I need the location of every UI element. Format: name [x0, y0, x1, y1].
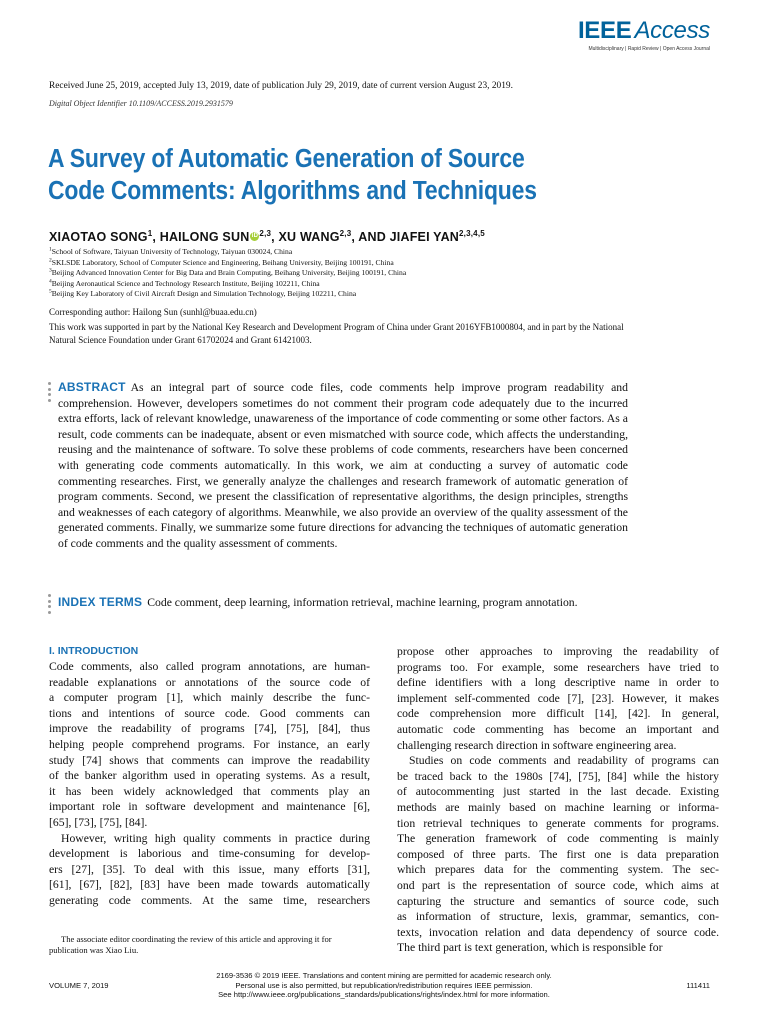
paper-title: [48, 143, 624, 207]
text-line: implement self-commented code [7], [23]. However, it makes: [397, 691, 719, 705]
text-line: define identifiers with a long descriptive name in order to: [397, 676, 719, 690]
text-line: [61], [67], [82], [83] have been made towards automatically: [49, 878, 370, 892]
text-line: of the banker algorithm used in operating systems. As a result,: [49, 769, 370, 783]
affiliation-num: 3: [49, 267, 52, 274]
author-name: HAILONG SUN: [159, 230, 250, 244]
page-number: 111411: [686, 981, 710, 990]
affiliation-num: 5: [49, 288, 52, 295]
text-line: it has been widely acknowledged that comments play an: [49, 784, 370, 798]
text-line: propose other approaches to improving the readability of: [397, 645, 719, 658]
text-line: Studies on code comments and readability of programs can: [409, 754, 719, 768]
text-line: important role in software development and maintenance [6],: [49, 800, 370, 814]
corresponding-author: Corresponding author: Hailong Sun (sunhl@buaa.edu.cn): [49, 307, 257, 317]
text-line: readable explanations or annotations of the source code of: [49, 675, 370, 689]
text-line: capturing the structure and semantics of source code, such: [397, 894, 719, 908]
affiliation-num: 2: [49, 257, 52, 264]
logo-access: Access: [634, 17, 710, 44]
affiliation-text: Beijing Key Laboratory of Civil Aircraft Design and Simulation Technology, Beijing 102211, China: [51, 289, 357, 299]
text-line: ond part is the representation of source code, which aims at: [397, 878, 719, 892]
text-line: ers [27], [35]. To deal with this issue, many efforts [31],: [49, 862, 370, 876]
text-line: texts, invocation relation and data dependency of source code.: [397, 925, 719, 939]
text-line: Code comments, also called program annotations, are human-: [49, 660, 370, 673]
text-line: methods are mainly based on machine learning or informa-: [397, 800, 719, 814]
section-heading: I. INTRODUCTION: [49, 645, 139, 657]
license-line: See http://www.ieee.org/publications_standards/publications/rights/index.html for more information.: [218, 990, 550, 1000]
orcid-icon[interactable]: iD: [251, 233, 259, 239]
text-line: be traced back to the 1980s [74], [75], [84] while the history: [397, 769, 719, 783]
index-terms: [58, 594, 658, 611]
affiliation-text: School of Software, Taiyuan University of Technology, Taiyuan 030024, China: [51, 247, 293, 256]
affiliation-num: 1: [49, 246, 52, 253]
abstract-dots-icon: [48, 382, 52, 404]
affiliation: [49, 247, 406, 258]
text-line: which prepares data for the commenting system. The sec-: [397, 863, 719, 877]
affiliations: [49, 247, 406, 300]
text-line: automatic code commenting has become an important and: [397, 722, 719, 736]
text-line: The generation framework of code commenting is mainly: [397, 832, 719, 846]
text-line: The third part is text generation, which is responsible for: [397, 941, 663, 955]
abstract: [58, 380, 628, 552]
text-line: improve the readability of programs [74], [75], [84], thus: [49, 722, 370, 736]
body-column-right: [397, 644, 719, 956]
abstract-label: ABSTRACT: [58, 380, 126, 394]
license-line: Personal use is also permitted, but republication/redistribution requires IEEE permission.: [235, 980, 533, 990]
logo-tagline: Multidisciplinary | Rapid Review | Open Access Journal: [588, 46, 710, 52]
title-line: Code Comments: Algorithms and Techniques: [48, 177, 537, 205]
text-line: generating code comments. At the same time, researchers: [49, 893, 370, 907]
volume-label: VOLUME 7, 2019: [49, 981, 109, 990]
author-affil-sup: 2,3,4,5: [459, 228, 485, 238]
affiliation: [49, 258, 406, 269]
text-line: tions and intentions of source code. Good comments can: [49, 706, 370, 720]
license-line: 2169-3536 © 2019 IEEE. Translations and content mining are permitted for academic research only.: [216, 971, 552, 980]
author-name: XU WANG: [278, 230, 340, 244]
journal-logo: [578, 18, 710, 53]
text-line: a computer program [1], which mainly describe the func-: [49, 691, 370, 705]
index-terms-label: INDEX TERMS: [58, 595, 143, 609]
text-line: helping people comprehend programs. For instance, an early: [49, 737, 370, 751]
body-column-left: [49, 659, 370, 909]
editor-footnote: [49, 934, 370, 956]
affiliation-text: SKLSDE Laboratory, School of Computer Science and Engineering, Beihang University, Beijing 100191, China: [51, 257, 394, 267]
affiliation: [49, 289, 406, 300]
author-and: AND: [358, 230, 386, 244]
text-line: tion retrieval techniques to generate comments for programs.: [397, 816, 719, 830]
text-line: code comprehension more difficult [14], [42]. In general,: [397, 707, 719, 721]
text-line: as information of structure, lexis, grammar, semantics, con-: [397, 910, 719, 924]
text-line: study [74] shows that comments can improve the readability: [49, 753, 370, 767]
text-line: programs too. For example, some researchers have tried to: [397, 660, 719, 674]
text-line: However, writing high quality comments in practice during: [61, 831, 370, 845]
text-line: of autocommenting just started in the last decade. Existing: [397, 785, 719, 799]
title-line: A Survey of Automatic Generation of Source: [48, 145, 525, 173]
affiliation-num: 4: [49, 278, 52, 285]
index-terms-dots-icon: [48, 594, 52, 616]
text-line: development is laborious and time-consuming for develop-: [49, 847, 370, 861]
footnote-text: The associate editor coordinating the review of this article and approving it for publication was Xiao Liu.: [49, 934, 332, 955]
affiliation-text: Beijing Advanced Innovation Center for Big Data and Brain Computing, Beihang University, Beijing 100191, China: [51, 268, 407, 278]
license-notice: [180, 971, 588, 1000]
logo-wordmark: [578, 18, 710, 44]
index-terms-text: Code comment, deep learning, information retrieval, machine learning, program annotation.: [147, 596, 578, 609]
abstract-text: As an integral part of source code files, code comments help improve program readability and comprehension. However, developers sometimes do not comment their program code adequately due to the incurred extra efforts, lack of relevant knowledge, unawareness of the importance of code commenting or some other factors. As a result, code comments can be inadequate, absent or even mismatched with source code, which affects the understanding, reusing and the maintenance of software. To solve these problems of code comments, researchers have been concerned with generating code comments automatically. In this work, we aim at conducting a survey of automatic code commenting researches. First, we generally analyze the challenges and research framework of automatic generation of program comments. Second, we present the classification of representative algorithms, the design principles, strengths and weaknesses of each category of algorithms. Meanwhile, we also provide an overview of the quality assessment of the generated comments. Finally, we summarize some future directions for advancing the techniques of automatic generation of code comments and the quality assessment of comments.: [58, 381, 628, 550]
text-line: [65], [73], [75], [84].: [49, 815, 148, 829]
affiliation: [49, 268, 406, 279]
author-name: JIAFEI YAN: [389, 230, 460, 244]
author-affil-sup: 2,3: [339, 228, 352, 238]
affiliation: [49, 279, 406, 290]
affiliation-text: Beijing Aeronautical Science and Technology Research Institute, Beijing 102211, China: [51, 278, 320, 288]
logo-ieee: IEEE: [577, 17, 632, 44]
author-list: XIAOTAO SONG$^1$, HAILONG SUN iD$^{2,3}$, XU WANG$^{2,3}$, AND JIAFEI YAN$^{2,3,4,5}$: [49, 228, 485, 244]
author-affil-sup: 2,3: [259, 228, 272, 238]
text-line: composed of three parts. The first one is data preparation: [397, 847, 719, 861]
received-dates: Received June 25, 2019, accepted July 13, 2019, date of publication July 29, 2019, date of current version August 23, 2019.: [49, 81, 513, 91]
author-affil-sup: 1: [147, 228, 153, 238]
author-name: XIAOTAO SONG: [49, 230, 148, 244]
doi: Digital Object Identifier 10.1109/ACCESS.2019.2931579: [49, 99, 233, 108]
funding-note: This work was supported in part by the National Key Research and Development Program of China under Grant 2016YFB1000804, and in part by the National Natural Science Foundation under Grant 61702024 and Grant 61421003.: [49, 322, 624, 345]
text-line: challenging research direction in software engineering area.: [397, 738, 677, 752]
